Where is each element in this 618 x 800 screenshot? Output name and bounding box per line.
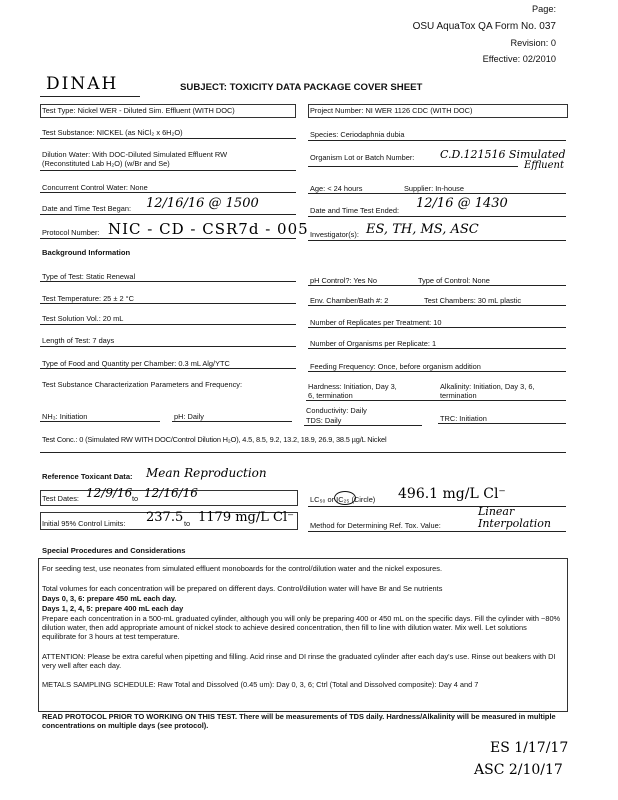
- special-p8: READ PROTOCOL PRIOR TO WORKING ON THIS TEST. There will be measurements of TDS daily. Hardness/Alkalinity will be measured in multiple concentrations on multiple days (see protocol).: [42, 712, 556, 731]
- characterization-label: Test Substance Characterization Parameters and Frequency:: [42, 380, 243, 389]
- signoff-2: ASC 2/10/17: [474, 762, 563, 778]
- test-dates-end: 12/16/16: [144, 486, 198, 500]
- ph-frequency: pH: Daily: [174, 412, 204, 421]
- control-limits-to: to: [184, 519, 191, 528]
- investigators-value: ES, TH, MS, ASC: [366, 222, 479, 237]
- date-began-value: 12/16/16 @ 1500: [146, 196, 259, 211]
- special-p1: For seeding test, use neonates from simulated effluent monoboards for the control/dilution water and the nickel exposures.: [42, 564, 443, 573]
- organisms-per-replicate: Number of Organisms per Replicate: 1: [310, 339, 437, 348]
- test-type: Test Type: Nickel WER - Diluted Sim. Effluent (WITH DOC): [42, 106, 235, 115]
- organism-age: Age: < 24 hours: [310, 184, 363, 193]
- test-temperature: Test Temperature: 25 ± 2 °C: [42, 294, 134, 303]
- env-chamber: Env. Chamber/Bath #: 2: [310, 296, 389, 305]
- alkalinity-detail: termination: [440, 391, 477, 400]
- special-p3: Days 0, 3, 6: prepare 450 mL each day.: [42, 594, 177, 603]
- nh3: NH₃: Initiation: [42, 412, 88, 421]
- protocol-label: Protocol Number:: [42, 228, 100, 237]
- organism-lot-value-2: Effluent: [524, 160, 564, 171]
- lc50-value: 496.1 mg/L Cl⁻: [398, 486, 506, 502]
- food-quantity: Type of Food and Quantity per Chamber: 0.3 mL Alg/YTC: [42, 359, 230, 368]
- page-title: SUBJECT: TOXICITY DATA PACKAGE COVER SHEET: [180, 82, 423, 93]
- type-of-test: Type of Test: Static Renewal: [42, 272, 136, 281]
- hardness-detail: 6, termination: [308, 391, 353, 400]
- feeding-frequency: Feeding Frequency: Once, before organism addition: [310, 362, 481, 371]
- special-p6: ATTENTION: Please be extra careful when pipetting and filling. Acid rinse and DI rinse the graduated cylinder after each day's use. Rinse out beakers with DI very well after each day.: [42, 652, 556, 671]
- alkalinity: Alkalinity: Initiation, Day 3, 6,: [440, 382, 535, 391]
- test-dates-from: 12/9/16: [86, 486, 133, 500]
- handwritten-name: DINAH: [46, 74, 119, 94]
- special-heading: Special Procedures and Considerations: [42, 546, 186, 555]
- organism-lot: Organism Lot or Batch Number:: [310, 153, 415, 162]
- effective-date: Effective: 02/2010: [482, 54, 556, 64]
- method-value: Linear Interpolation: [478, 505, 552, 530]
- reference-heading: Reference Toxicant Data:: [42, 472, 133, 481]
- date-ended-value: 12/16 @ 1430: [416, 196, 508, 211]
- hardness: Hardness: Initiation, Day 3,: [308, 382, 397, 391]
- date-ended-label: Date and Time Test Ended:: [310, 206, 400, 215]
- solution-volume: Test Solution Vol.: 20 mL: [42, 314, 124, 323]
- special-p2: Total volumes for each concentration will be prepared on different days. Control/dilution water will have Br and Se nutrients: [42, 584, 443, 593]
- date-began-label: Date and Time Test Began:: [42, 204, 132, 213]
- ph-control: pH Control?: Yes No: [310, 276, 377, 285]
- control-limits-label: Initial 95% Control Limits:: [42, 519, 126, 528]
- page-label: Page:: [531, 4, 556, 14]
- revision: Revision: 0: [510, 38, 556, 48]
- concurrent-control: Concurrent Control Water: None: [42, 183, 148, 192]
- control-limits-high: 1179 mg/L Cl⁻: [198, 510, 294, 525]
- form-number: OSU AquaTox QA Form No. 037: [412, 21, 556, 32]
- special-p5: Prepare each concentration in a 500-mL graduated cylinder, although you will only be preparing 400 or 450 mL on the specific days. Fill the cylinder with ~80% dilution water, then add appropriate amount of nickel stock to achieve desired concentration, then fill to line with dilution water. Mix well. Let solutions equilibrate for 3 hours at test temperature.: [42, 614, 561, 642]
- dilution-water-detail: (Reconstituted Lab H₂O) (w/Br and Se): [42, 159, 170, 168]
- tds: TDS: Daily: [306, 416, 342, 425]
- organism-lot-value: C.D.121516 Simulated: [440, 148, 566, 161]
- project-number: Project Number: NI WER 1126 CDC (WITH DOC): [310, 106, 473, 115]
- dilution-water: Dilution Water: With DOC-Diluted Simulated Effluent RW: [42, 150, 228, 159]
- replicates: Number of Replicates per Treatment: 10: [310, 318, 442, 327]
- ic25-circle: [334, 491, 356, 505]
- type-of-control: Type of Control: None: [418, 276, 490, 285]
- method-label: Method for Determining Ref. Tox. Value:: [310, 521, 441, 530]
- test-length: Length of Test: 7 days: [42, 336, 115, 345]
- test-dates-to: to: [132, 494, 139, 503]
- control-limits-low: 237.5: [146, 510, 184, 525]
- signoff-1: ES 1/17/17: [490, 740, 569, 756]
- special-p4: Days 1, 2, 4, 5: prepare 400 mL each day: [42, 604, 184, 613]
- background-heading: Background Information: [42, 248, 131, 257]
- reference-heading-value: Mean Reproduction: [146, 466, 267, 480]
- conductivity: Conductivity: Daily: [306, 406, 367, 415]
- supplier: Supplier: In-house: [404, 184, 464, 193]
- special-p7: METALS SAMPLING SCHEDULE: Raw Total and Dissolved (0.45 um): Day 0, 3, 6; Ctrl (Total and Dissolved composite): Day 4 and 7: [42, 680, 479, 689]
- lc50-label: LC₅₀ or IC₂₅ (Circle): [310, 495, 376, 504]
- test-chambers: Test Chambers: 30 mL plastic: [424, 296, 522, 305]
- protocol-value: NIC - CD - CSR7d - 005: [108, 220, 309, 238]
- species: Species: Ceriodaphnia dubia: [310, 130, 405, 139]
- investigators-label: Investigator(s):: [310, 230, 359, 239]
- test-substance: Test Substance: NICKEL (as NiCl₂ x 6H₂O): [42, 128, 183, 137]
- trc: TRC: Initiation: [440, 414, 487, 423]
- test-dates-label: Test Dates:: [42, 494, 79, 503]
- test-concentrations: Test Conc.: 0 (Simulated RW WITH DOC/Control Dilution H₂O), 4.5, 8.5, 9.2, 13.2, 18.9, 26.9, 38.5 µg/L Nickel: [42, 435, 387, 444]
